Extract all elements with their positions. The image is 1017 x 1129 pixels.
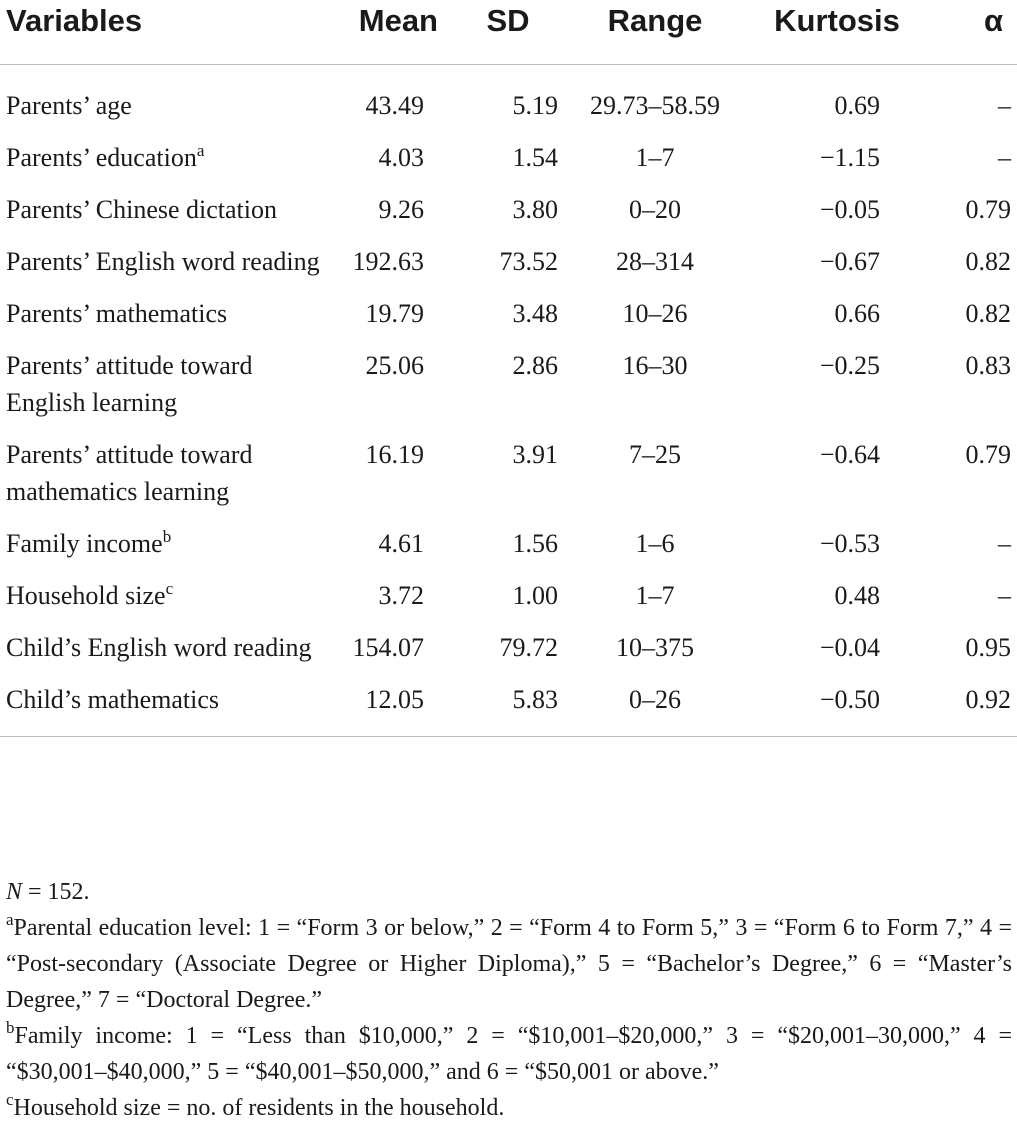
cell-alpha: 0.79 xyxy=(965,195,1011,224)
header-range: Range xyxy=(560,0,750,65)
footnote-marker: c xyxy=(165,579,174,598)
note-c-marker: c xyxy=(6,1090,14,1109)
header-row xyxy=(0,0,1017,65)
cell-variable xyxy=(0,681,330,737)
cell-alpha: – xyxy=(998,581,1011,610)
note-b-marker: b xyxy=(6,1018,15,1037)
table-row xyxy=(0,347,1017,436)
cell-alpha: 0.95 xyxy=(965,633,1011,662)
table-row xyxy=(0,681,1017,737)
table-header xyxy=(0,0,1017,65)
table-body xyxy=(0,65,1017,737)
cell-variable xyxy=(0,577,330,629)
cell-mean: 4.61 xyxy=(378,529,424,558)
cell-kurtosis: −0.05 xyxy=(819,195,880,224)
cell-range: 29.73–58.59 xyxy=(590,91,720,120)
cell-variable xyxy=(0,139,330,191)
variable-label: Parents’ English word reading xyxy=(6,247,320,276)
cell-alpha: 0.82 xyxy=(965,247,1011,276)
note-c xyxy=(6,1090,1012,1126)
variable-label: Parents’ attitude toward mathematics learning xyxy=(6,440,253,506)
variable-label: Parents’ Chinese dictation xyxy=(6,195,278,224)
note-n-symbol: N xyxy=(6,879,23,905)
cell-kurtosis: −0.50 xyxy=(750,681,920,737)
note-a-marker: a xyxy=(6,910,14,929)
cell-kurtosis: 0.48 xyxy=(834,581,880,610)
table-row xyxy=(0,243,1017,295)
cell-alpha: 0.79 xyxy=(965,440,1011,469)
note-b-text: Family income: 1 = “Less than $10,000,” 2 = “$10,001–$20,000,” 3 = “$20,001–30,000,” 4 = “$30,001–$40,000,” 5 = “$40,001–$50,000,” and 6 = “$50,001 or above.” xyxy=(6,1023,1012,1085)
variable-label: Household size xyxy=(6,581,166,610)
cell-kurtosis: 0.66 xyxy=(834,299,880,328)
note-c-text: Household size = no. of residents in the household. xyxy=(13,1095,505,1121)
note-n-value: = 152. xyxy=(22,879,90,905)
spacer-cell xyxy=(0,65,1017,88)
cell-sd: 73.52 xyxy=(499,247,558,276)
cell-kurtosis: −0.25 xyxy=(819,351,880,380)
variable-label: Parents’ mathematics xyxy=(6,299,228,328)
cell-variable xyxy=(0,436,330,525)
cell-sd: 79.72 xyxy=(499,633,558,662)
variable-label: Family income xyxy=(6,529,163,558)
cell-kurtosis: −0.64 xyxy=(819,440,880,469)
variable-label: Child’s mathematics xyxy=(6,685,220,714)
cell-sd: 2.86 xyxy=(512,351,558,380)
cell-sd: 5.19 xyxy=(512,91,558,120)
header-variables: Variables xyxy=(0,0,330,65)
footnote-marker: b xyxy=(162,527,172,546)
cell-variable xyxy=(0,295,330,347)
table-row xyxy=(0,191,1017,243)
header-kurtosis: Kurtosis xyxy=(750,0,920,65)
cell-range: 10–375 xyxy=(616,633,694,662)
cell-mean: 19.79 xyxy=(365,299,424,328)
cell-kurtosis: −1.15 xyxy=(819,143,880,172)
header-mean: Mean xyxy=(330,0,440,65)
cell-sd: 1.56 xyxy=(512,529,558,558)
cell-mean: 154.07 xyxy=(352,633,424,662)
cell-mean: 12.05 xyxy=(330,681,440,737)
header-sd: SD xyxy=(440,0,560,65)
cell-mean: 25.06 xyxy=(365,351,424,380)
table-row xyxy=(0,525,1017,577)
cell-sd: 1.00 xyxy=(512,581,558,610)
cell-range: 1–7 xyxy=(635,143,675,172)
cell-range: 28–314 xyxy=(616,247,694,276)
cell-range: 10–26 xyxy=(622,299,688,328)
cell-mean: 4.03 xyxy=(378,143,424,172)
variable-label: Parents’ education xyxy=(6,143,197,172)
variable-label: Parents’ age xyxy=(6,91,132,120)
cell-kurtosis: −0.04 xyxy=(819,633,880,662)
cell-range: 7–25 xyxy=(629,440,681,469)
cell-alpha: 0.83 xyxy=(965,351,1011,380)
cell-mean: 3.72 xyxy=(378,581,424,610)
cell-kurtosis: −0.53 xyxy=(819,529,880,558)
note-b xyxy=(6,1018,1012,1090)
table-row xyxy=(0,577,1017,629)
cell-sd: 3.91 xyxy=(512,440,558,469)
cell-variable xyxy=(0,347,330,436)
cell-variable xyxy=(0,191,330,243)
cell-alpha: – xyxy=(998,529,1011,558)
footnote-marker: a xyxy=(196,141,205,160)
cell-variable xyxy=(0,629,330,681)
cell-variable xyxy=(0,243,330,295)
cell-range: 0–26 xyxy=(560,681,750,737)
cell-alpha: – xyxy=(998,143,1011,172)
cell-mean: 9.26 xyxy=(378,195,424,224)
cell-kurtosis: 0.69 xyxy=(834,91,880,120)
cell-sd: 1.54 xyxy=(512,143,558,172)
table-row xyxy=(0,139,1017,191)
cell-mean: 16.19 xyxy=(365,440,424,469)
cell-mean: 43.49 xyxy=(365,91,424,120)
table-row xyxy=(0,436,1017,525)
table-row xyxy=(0,629,1017,681)
variable-label: Child’s English word reading xyxy=(6,633,312,662)
cell-range: 1–7 xyxy=(635,581,675,610)
cell-sd: 3.48 xyxy=(512,299,558,328)
note-sample-size xyxy=(6,874,1012,910)
note-a-text: Parental education level: 1 = “Form 3 or below,” 2 = “Form 4 to Form 5,” 3 = “Form 6 to Form 7,” 4 = “Post-secondary (Associate Degree or Higher Diploma),” 5 = “Bachelor’s Degree,” 6 = “Master’s Degree,” 7 = “Doctoral Degree.” xyxy=(6,915,1012,1013)
cell-mean: 192.63 xyxy=(352,247,424,276)
cell-alpha: 0.92 xyxy=(920,681,1017,737)
cell-sd: 3.80 xyxy=(512,195,558,224)
cell-range: 0–20 xyxy=(629,195,681,224)
table-row xyxy=(0,295,1017,347)
cell-alpha: – xyxy=(998,91,1011,120)
cell-range: 1–6 xyxy=(635,529,675,558)
variable-label: Parents’ attitude toward English learning xyxy=(6,351,253,417)
cell-variable xyxy=(0,87,330,139)
table-notes xyxy=(6,874,1012,1126)
table-row xyxy=(0,87,1017,139)
table-spacer-row xyxy=(0,65,1017,88)
cell-kurtosis: −0.67 xyxy=(819,247,880,276)
cell-variable xyxy=(0,525,330,577)
note-a xyxy=(6,910,1012,1018)
cell-range: 16–30 xyxy=(622,351,688,380)
cell-sd: 5.83 xyxy=(440,681,560,737)
header-alpha: α xyxy=(920,0,1017,65)
cell-alpha: 0.82 xyxy=(965,299,1011,328)
